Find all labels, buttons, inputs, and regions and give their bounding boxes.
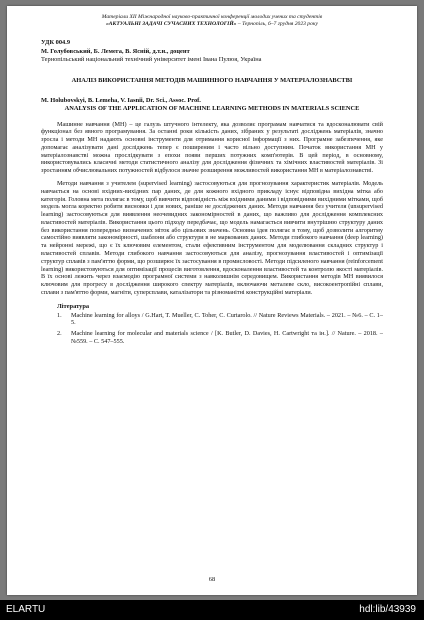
conference-header — [41, 14, 383, 29]
references-heading: Література — [57, 302, 90, 310]
reference-number: 2. — [57, 330, 62, 338]
header-line-1: Матеріали XII Міжнародної науково-практичної конференції молодих учених та студентів — [101, 14, 323, 20]
authors-english: M. Holubovskyi, B. Lemeha, V. Iasnii, Dr. Sci., Assoc. Prof. — [41, 96, 201, 104]
conference-name: «АКТУАЛЬНІ ЗАДАЧІ СУЧАСНИХ ТЕХНОЛОГІЙ» — [106, 21, 237, 28]
reference-item — [57, 330, 383, 346]
udk-code: УДК 004.9 — [41, 38, 71, 46]
repository-footer-bar — [0, 600, 424, 620]
paragraph-2: Методи навчання з учителем (supervised learning) застосовуються для прогнозування характеристик матеріалів. Модель навчається на основі вхідних-вихідних пар даних, де для кожного вхідного прикладу існує відповідна вихідна мітка або категорія. Головна мета полягає в тому, щоб вивчити відповідність між вхідними даними і відповідними вихідними мітками, щоб модель могла коректно робити висновки і для нових, раніше не досліджених даних. Методи навчання без учителя (unsupervised learning) застосовуються для виявлення неочевидних закономірностей в даних, що важливо для дослідження комплексних властивостей матеріалів. Використання цього підходу передбачає, що модель намагається вивчити внутрішню структуру даних без використання попередньо визначених міток або цільових значень. Основна ідея полягає в тому, щоб дозволити алгоритму самостійно виявляти закономірності, шаблони або структури в не маркованих даних. Методи глибокого навчання (deep learning) та нейронні мережі, що є їх ключовим елементом, стали ефективним інструментом для моделювання складних структур і властивостей сплавів. Методи глибокого навчання застосовуються для аналізу, прогнозування властивостей і оптимізації структур сплавів з пам'яттю форми, що розширює їх застосування в промисловості. Методи підсиленого навчання (reinforcement learning) використовуються для оптимізації процесів виготовлення, вдосконалення властивостей та контролю якості матеріалів. В їх основі лежить через взаємодію програмної системи з навколишнім середовищем. Використання методів МН виявилося ключовим для прогресу в дослідження широкого спектру матеріалів, включаючи металеве скло, високоентропійні сплави, сплави з пам'яттю форми, магніти, суперсплави, каталізатори та різноманітні конструкційні матеріали. — [41, 180, 383, 296]
reference-text: Machine learning for alloys / G.Hart, T. Mueller, C. Toher, C. Curtarolo. // Nature Reviews Materials. – 2021. – №6. – С. 1–5. — [71, 311, 383, 327]
reference-number: 1. — [57, 311, 62, 319]
title-ukrainian: АНАЛІЗ ВИКОРИСТАННЯ МЕТОДІВ МАШИННОГО НАВЧАННЯ У МАТЕРІАЛОЗНАВСТВІ — [71, 76, 353, 84]
conference-place-date: – Тернопіль, 6–7 грудня 2023 року — [236, 21, 318, 28]
affiliation: Тернопільський національний технічний університет імені Івана Пулюя, Україна — [41, 55, 262, 63]
document-page — [7, 6, 417, 595]
reference-text: Machine learning for molecular and materials science / [K. Butler, D. Davies, H. Cartwright та ін.]. // Nature. – 2018. – №559. – С. 547–555. — [71, 330, 383, 345]
reference-item — [57, 312, 383, 328]
article-body — [41, 121, 383, 297]
title-english: ANALYSIS OF THE APPLICATION OF MACHINE LEARNING METHODS IN MATERIALS SCIENCE — [64, 104, 360, 112]
paragraph-1: Машинне навчання (МН) – це галузь штучного інтелекту, яка дозволяє програмам навчатися та вдосконалювати свій функціонал без явного програмування. За останні роки кількість даних, зібраних у результаті досліджень матеріалів, значно зросла і методи МН надають основні інструменти для отримання корисної інформації з них. Програмне забезпечення, яке допомагає аналізувати дані досліджень тепер є поширеним і часто вільно доступним. Початок використання МН у матеріалознавстві можна прослідкувати з епохи появи перших потужних комп'ютерів. В цей період, в основному, використовувались класичні методи статистичного аналізу для дослідження фізичних та хімічних властивостей матеріалів. Зі зростанням обчислювальних потужностей відбулося значне розширення можливостей використання МН в матеріалознавстві. — [41, 120, 383, 175]
repository-name: ELARTU — [6, 604, 46, 615]
authors-ukrainian: М. Голубовський, Б. Лемега, В. Ясній, д.т.н., доцент — [41, 47, 190, 55]
page-number: 68 — [208, 576, 216, 583]
header-line-2 — [41, 21, 383, 28]
references-list — [41, 312, 383, 346]
handle-identifier: hdl:lib/43939 — [359, 604, 416, 615]
